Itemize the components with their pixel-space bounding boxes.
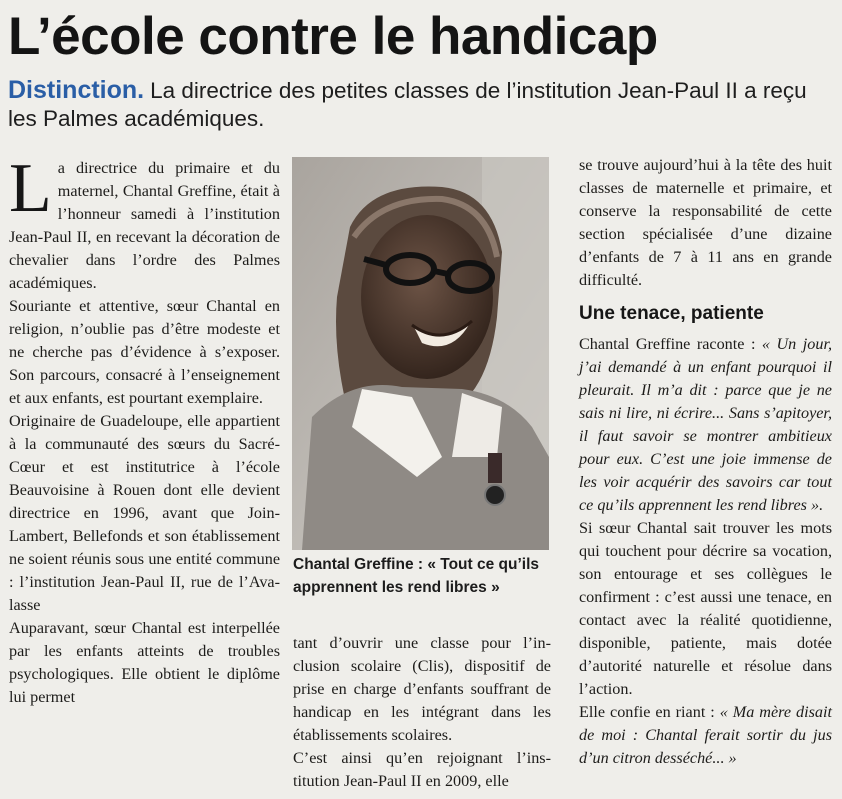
paragraph-1-text: a directrice du primaire et du maternel, Chantal Greffine, était à l’honneur samedi à l’institution Jean-Paul II, en recevant la décoration de chevalier dans l’ordre des Palmes académiques.	[9, 159, 280, 292]
paragraph-8-intro: Chantal Greffine raconte :	[579, 335, 762, 353]
column-3	[579, 154, 832, 770]
paragraph-4: Auparavant, sœur Chantal est interpellée par les enfants atteints de troubles psychologiques. Elle obtient le diplôme lui permet	[9, 619, 280, 706]
paragraph-9: Si sœur Chantal sait trouver les mots qui touchent pour décrire sa vocation, son entourage et ses collègues le confirment : c’est aussi une tenace, en contact avec la réalité quotidienne, disponible, patiente, mais dotée d’autorité naturelle et résolue dans l’action.	[579, 519, 832, 698]
subheading: Une tenace, patiente	[579, 303, 764, 324]
portrait-illustration	[292, 157, 549, 550]
headline: L’école contre le handicap	[8, 7, 658, 66]
photo-caption: Chantal Greffine : « Tout ce qu’ils apprennent les rend libres »	[293, 556, 540, 596]
paragraph-2: Souriante et attentive, sœur Chantal en religion, n’oublie pas d’être modeste et ne cherche pas d’évidence à s’exposer. Son parcours, consacré à l’enseignement et aux enfants, est pourtant exemplaire.	[9, 297, 280, 407]
quote-1: « Un jour, j’ai demandé à un enfant pourquoi il pleurait. Il m’a dit : parce que je ne sais ni lire, ni écrire... Sans s’apitoyer, il faut savoir se montrer ambitieux pour eux. C’est une joie immense de les voir acquérir des savoirs car tout ce qu’ils apprennent les rend libres ».	[579, 335, 832, 514]
paragraph-3: Originaire de Guadeloupe, elle appartient à la communauté des sœurs du Sacré-Cœur et est institutrice à l’école Beauvoisine à Rouen dont elle devient directrice en 1996, avant que Join-Lambert, Bellefonds et son établissement ne soient réunis sous une entité commune : l’institution Jean-Paul II, rue de l’Avalasse	[9, 412, 280, 614]
paragraph-8	[579, 333, 832, 517]
quote-2: « Ma mère disait de moi : Chantal ferait sortir du jus d’un citron desséché... »	[579, 703, 832, 767]
paragraph-1	[9, 150, 280, 295]
paragraph-7: se trouve aujourd’hui à la tête des huit classes de maternelle et primaire, et conserve la responsabilité de cette section spécialisée d’une dizaine d’enfants de 7 à 11 ans en grande difficulté.	[579, 156, 832, 289]
drop-cap: L	[9, 150, 52, 227]
paragraph-10-intro: Elle confie en riant :	[579, 703, 720, 721]
portrait-photo	[292, 157, 549, 550]
column-2	[293, 632, 551, 793]
paragraph-10	[579, 701, 832, 770]
paragraph-6: C’est ainsi qu’en rejoignant l’institution Jean-Paul II en 2009, elle	[293, 749, 551, 790]
paragraph-5: tant d’ouvrir une classe pour l’inclusion scolaire (Clis), dispositif de prise en charge d’enfants souffrant de handicap en les intégrant dans les établissements scolaires.	[293, 634, 551, 744]
deck-kicker: Distinction.	[8, 76, 145, 104]
deck-text: La directrice des petites classes de l’institution Jean-Paul II a reçu les Palmes académiques.	[8, 78, 807, 131]
column-1	[9, 150, 280, 709]
deck	[8, 76, 828, 133]
